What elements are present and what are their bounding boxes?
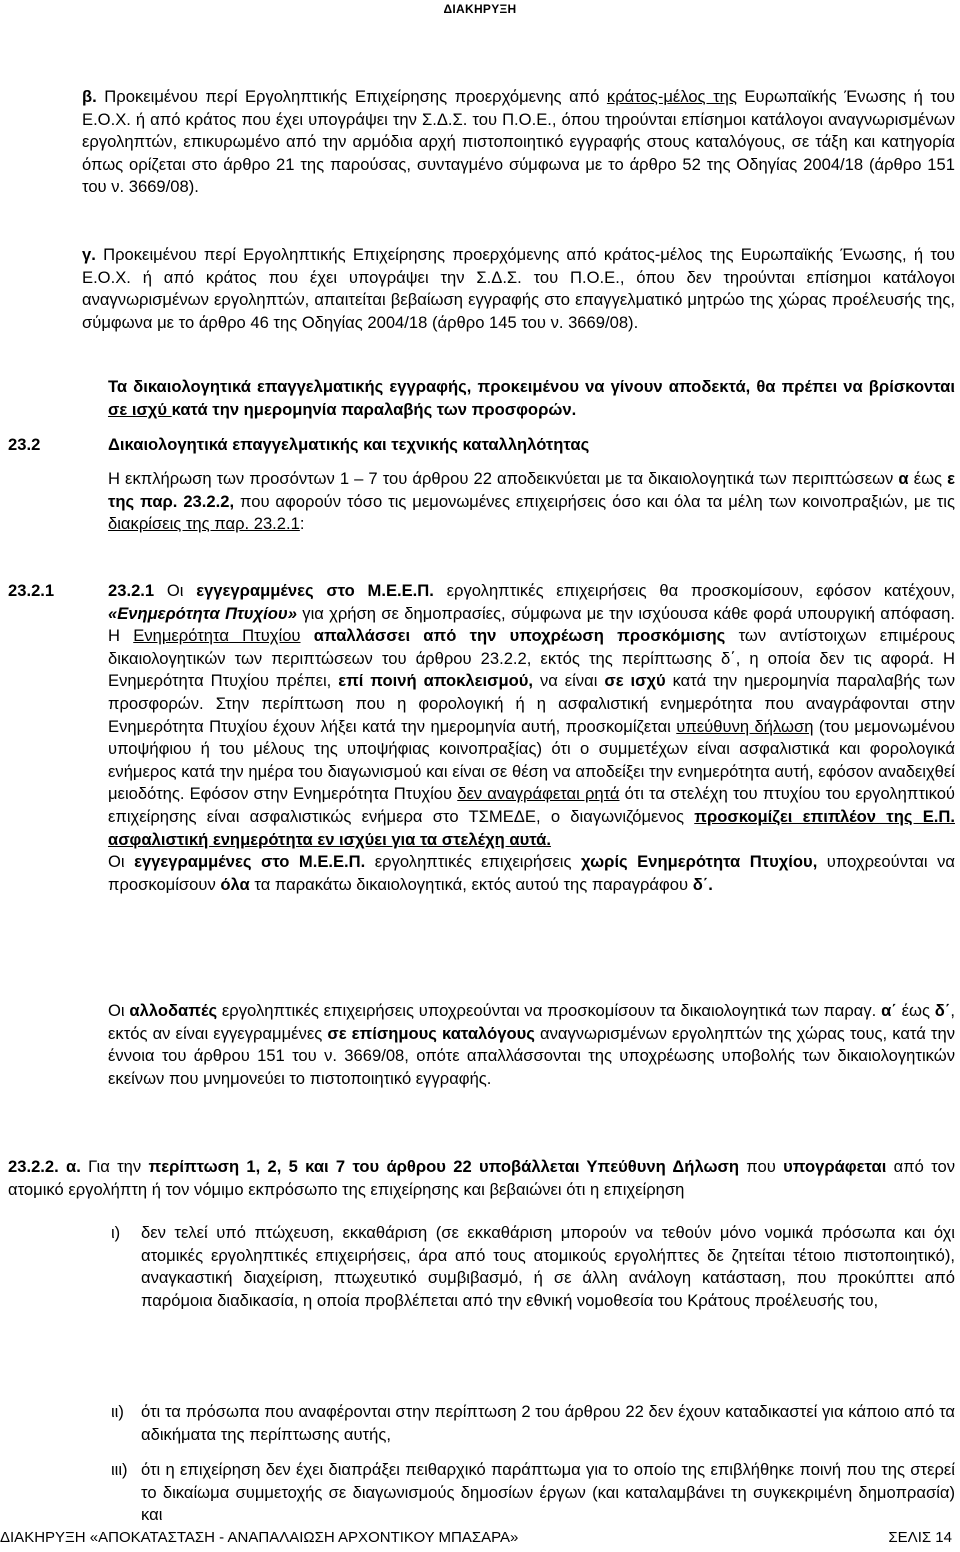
- bold-statement: [108, 376, 955, 421]
- bold-statement-underlined: σε ισχύ: [108, 399, 172, 419]
- list-item-text: δεν τελεί υπό πτώχευση, εκκαθάριση (σε εκκαθάριση μπορούν να τεθούν μόνο νομικά πρόσωπα και όχι ατομικές εργοληπτικές επιχειρήσεις, άρα από τους ατομικούς εργολήπτες δε ζητείται τέτοιο πιστοποιητικό), αναγκαστική διαχείριση, πτωχευτικό συμβιβασμό, ή σε άλλη ανάλογη κατάσταση, που προκύπτει από παρόμοια διαδικασία, η οποία προβλέπεται από την εθνική νομοθεσία του Κράτους προέλευσής του,: [141, 1223, 955, 1310]
- footer-page-number: ΣΕΛΙΣ 14: [888, 1529, 952, 1546]
- f04: α΄: [881, 1001, 897, 1020]
- s2321-s04: στο Μ.Ε.Ε.Π.: [313, 581, 434, 600]
- s2321-s07: για χρήση σε δημοπρασίες, σύμφωνα με την ισχύουσα κάθε φορά υπουργική απόφαση. Η: [108, 603, 955, 646]
- paragraph-b-text-2: Ευρωπαϊκής Ένωσης ή του Ε.Ο.Χ. ή από κράτος που έχει υπογράψει την Σ.Δ.Σ. του Π.Ο.Ε., όπου τηρούνται επίσημοι κατάλογοι αναγνωρισμένων εργοληπτών, επικυρωμένο από την αρμόδια αρχή πιστοποιητικό εγγραφής στους καταλόγους, σε τάξη και κατηγορία όπως ορίζεται στο άρθρο 21 της παρούσας, συνταγμένο σύμφωνα με το άρθρο 52 της Οδηγίας 2004/18 (άρθρο 151 του ν. 3669/08).: [82, 87, 955, 197]
- s2321-s15: κατά την ημερομηνία παραλαβής των προσφορών. Στην περίπτωση που η φορολογική ή η ασφαλιστική ενημερότητα που αναγράφονται στην Ενημερότητα Πτυχίου έχουν λήξει κατά την ημερομηνία αυτή, προσκομίζεται: [108, 671, 955, 736]
- f09: αναγνωρισμένων εργοληπτών της χώρας τους, κατά την έννοια του άρθρου 151 του ν. 3669/08, οπότε απαλλάσσονται της υποχρέωσης υποβολής των δικαιολογητικών εκείνων που μνημονεύει το πιστοποιητικό εγγραφής.: [108, 1023, 955, 1088]
- s2321-s11: των αντίστοιχων επιμέρους δικαιολογητικών των περιπτώσεων του άρθρου 23.2.2, εκτός της περίπτωσης δ΄, η οποία δεν τις αφορά. Η Ενημερότητα Πτυχίου πρέπει,: [108, 626, 956, 691]
- f08: σε επίσημους καταλόγους: [327, 1023, 535, 1043]
- section-23-2-2-label: 23.2.2. α.: [8, 1157, 81, 1176]
- f05: έως: [896, 1001, 935, 1020]
- f07: , εκτός αν είναι εγγεγραμμένες: [108, 1001, 955, 1043]
- s232-t4: :: [299, 514, 305, 534]
- s2321-s06: «Ενημερότητα Πτυχίου»: [108, 603, 297, 623]
- list-item: [111, 1222, 955, 1312]
- f02: αλλοδαπές: [129, 1001, 218, 1020]
- foreign-companies-paragraph: [108, 1000, 955, 1090]
- s2321-s24: χωρίς Ενημερότητα Πτυχίου,: [580, 852, 818, 872]
- s232-t2: έως: [908, 469, 948, 488]
- f03: εργοληπτικές επιχειρήσεις υποχρεούνται να προσκομίσουν τα δικαιολογητικά των παραγ.: [217, 1001, 882, 1020]
- s232-b1: α: [898, 469, 909, 488]
- footer-title: ΔΙΑΚΗΡΥΞΗ «ΑΠΟΚΑΤΑΣΤΑΣΗ - ΑΝΑΠΑΛΑΙΩΣΗ ΑΡΧΟΝΤΙΚΟΥ ΜΠΑΣΑΡΑ»: [0, 1529, 519, 1546]
- s2321-s16: υπεύθυνη δήλωση: [676, 716, 814, 736]
- s23222-b1: περίπτωση 1, 2, 5 και 7 του άρθρου 22 υποβάλλεται Υπεύθυνη Δήλωση: [148, 1157, 739, 1176]
- list-item-marker: ιι): [111, 1402, 124, 1421]
- list-item-marker: ιιι): [111, 1460, 128, 1479]
- s2321-s26: όλα: [220, 874, 250, 894]
- section-23-2-title: Δικαιολογητικά επαγγελματικής και τεχνικής καταλληλότητας: [108, 435, 590, 454]
- bold-statement-text-1: Τα δικαιολογητικά επαγγελματικής εγγραφής, προκειμένου να γίνουν αποδεκτά, θα πρέπει να βρίσκονται: [108, 377, 955, 396]
- s23222-t1: Για την: [80, 1157, 149, 1176]
- f06: δ΄: [934, 1001, 951, 1020]
- s2321-s23: εργοληπτικές επιχειρήσεις: [365, 852, 581, 872]
- s2321-s05: εργοληπτικές επιχειρήσεις θα προσκομίσουν, εφόσον κατέχουν,: [433, 581, 955, 600]
- paragraph-b-label: β.: [82, 87, 97, 106]
- section-23-2-number: 23.2: [8, 435, 41, 454]
- s2321-s20: προσκομίζει επιπλέον της Ε.Π. ασφαλιστική ενημερότητα εν ισχύει για τα στελέχη αυτά.: [108, 806, 955, 849]
- f01: Οι: [108, 1001, 130, 1020]
- s2321-s02: Οι: [154, 581, 197, 600]
- section-23-2-body: [108, 468, 955, 536]
- s232-t3: που αφορούν τόσο τις μεμονωμένες επιχειρήσεις όσο και όλα τα μέλη των κοινοπραξιών, με τις: [234, 491, 955, 511]
- section-23-2-1-number: 23.2.1: [8, 581, 55, 600]
- list-item-text: ότι η επιχείρηση δεν έχει διαπράξει πειθαρχικό παράπτωμα για το οποίο της επιβλήθηκε ποινή που της στερεί το δικαίωμα συμμετοχής σε διαγωνισμούς δημοσίων έργων (και καταλαμβάνει τη συγκεκριμένη δημοπρασία) και: [141, 1460, 955, 1525]
- s2321-s18: δεν αναγράφεται ρητά: [457, 784, 620, 804]
- s2321-s17: (του μεμονωμένου υποψήφιου ή του μέλους της υποψήφιας κοινοπραξίας) ότι ο συμμετέχων είναι ασφαλιστικά και φορολογικά ενήμερος κατά την ημέρα του διαγωνισμού και είναι σε θέση να αποδείξει την ενημερότητα αυτή, εφόσον αναδειχθεί μειοδότης. Εφόσον στην Ενημερότητα Πτυχίου: [108, 716, 955, 804]
- s23222-t3: από τον ατομικό εργολήπτη ή τον νόμιμο εκπρόσωπο της επιχείρησης και βεβαιώνει ότι η επιχείρηση: [8, 1157, 955, 1199]
- s2321-s14: σε ισχύ: [604, 671, 666, 691]
- s23222-t2: που: [738, 1157, 784, 1176]
- s2321-s08: Ενημερότητα Πτυχίου: [133, 626, 301, 646]
- list-item: [111, 1401, 955, 1446]
- s2321-s01: 23.2.1: [108, 581, 155, 600]
- s2321-s25: υποχρεούνται να προσκομίσουν: [108, 852, 955, 894]
- paragraph-b-text-1: Προκειμένου περί Εργοληπτικής Επιχείρησης προερχόμενης από: [104, 87, 607, 106]
- s2321-s27: τα παρακάτω δικαιολογητικά, εκτός αυτού της παραγράφου: [249, 874, 693, 894]
- s23222-b2: υπογράφεται: [783, 1157, 887, 1176]
- s2321-s03: εγγεγραμμένες: [196, 581, 314, 600]
- s232-b2: ε της παρ. 23.2.2,: [108, 469, 956, 511]
- list-item-marker: ι): [111, 1223, 121, 1242]
- s2321-s13: να είναι: [533, 671, 605, 691]
- s2321-s09: [301, 626, 314, 645]
- s2321-s28: δ΄.: [692, 874, 713, 894]
- s232-t1: Η εκπλήρωση των προσόντων 1 – 7 του άρθρου 22 αποδεικνύεται με τα δικαιολογητικά των περιπτώσεων: [108, 469, 899, 488]
- s2321-s21: Οι: [108, 852, 135, 872]
- list-item-text: ότι τα πρόσωπα που αναφέρονται στην περίπτωση 2 του άρθρου 22 δεν έχουν καταδικαστεί για κάποιο από τα αδικήματα της περίπτωσης αυτής,: [141, 1402, 955, 1444]
- paragraph-b: [82, 86, 955, 199]
- section-23-2-2-a: [8, 1156, 955, 1201]
- s2321-s10: απαλλάσσει από την υποχρέωση προσκόμισης: [313, 626, 726, 646]
- s2321-s19: ότι τα στελέχη του πτυχίου του εργοληπτικού επιχείρησης είναι ασφαλιστικώς ενήμερα στο ΤΣΜΕΔΕ, ο διαγωνιζόμενος: [108, 784, 955, 826]
- s2321-s12: επί ποινή αποκλεισμού,: [338, 671, 534, 691]
- paragraph-b-underlined: κράτος-μέλος της: [606, 87, 737, 106]
- page-header: ΔΙΑΚΗΡΥΞΗ: [443, 2, 517, 16]
- s232-u1: διακρίσεις της παρ. 23.2.1: [108, 514, 300, 534]
- bold-statement-text-2: κατά την ημερομηνία παραλαβής των προσφορών.: [171, 399, 577, 419]
- list-item: [111, 1459, 955, 1527]
- s2321-s22: εγγεγραμμένες στο Μ.Ε.Ε.Π.: [134, 852, 366, 872]
- section-23-2-1-body: [108, 580, 955, 896]
- paragraph-c-text: Προκειμένου περί Εργοληπτικής Επιχείρησης προερχόμενης από κράτος-μέλος της Ευρωπαϊκής Ένωσης, ή του Ε.Ο.Χ. ή από κράτος που έχει υπογράψει την Σ.Δ.Σ. του Π.Ο.Ε., όπου δεν τηρούνται επίσημοι κατάλογοι αναγνωρισμένων εργοληπτών, απαιτείται βεβαίωση εγγραφής στο επαγγελματικό μητρώο της χώρας προέλευσής της, σύμφωνα με το άρθρο 46 της Οδηγίας 2004/18 (άρθρο 145 του ν. 3669/08).: [82, 245, 955, 332]
- paragraph-c-label: γ.: [82, 245, 96, 264]
- paragraph-c: [82, 244, 955, 334]
